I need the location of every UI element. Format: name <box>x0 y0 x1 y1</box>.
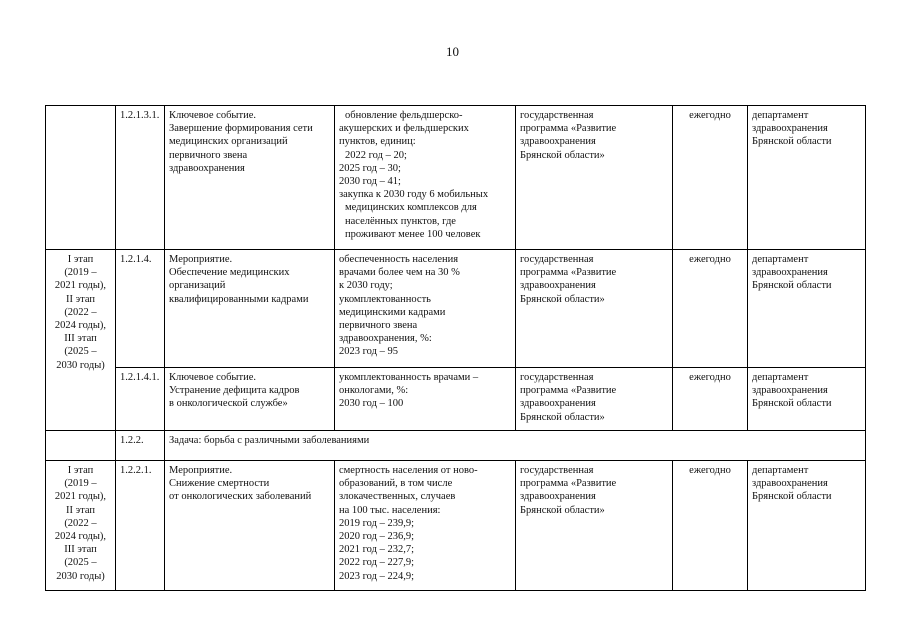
indicator-line: 2021 год – 232,7; <box>339 544 415 556</box>
stage-line: 2024 годы), <box>54 320 107 332</box>
code-cell: 1.2.1.3.1. <box>116 106 165 250</box>
executor-line: департамент <box>752 372 809 383</box>
indicator-line: здравоохранения, %: <box>339 333 432 345</box>
indicator-line: к 2030 году; <box>339 280 393 292</box>
indicator-line: смертность населения от ново- <box>339 465 478 476</box>
indicator-line: 2019 год – 239,9; <box>339 517 415 529</box>
indicator-line: образований, в том числе <box>339 478 453 490</box>
executor-line: департамент <box>752 110 809 121</box>
indicator-line: обновление фельдшерско- <box>345 110 463 121</box>
stage-cell <box>46 106 116 250</box>
table-row <box>46 368 866 431</box>
activity-line: первичного звена <box>169 149 248 161</box>
indicator-line: акушерских и фельдшерских <box>339 123 469 135</box>
executor-line: департамент <box>752 254 809 265</box>
indicator-line: укомплектованность <box>339 293 431 305</box>
table-row <box>46 106 866 250</box>
stage-line: (2022 – <box>64 517 97 529</box>
indicator-line: злокачественных, случаев <box>339 491 456 503</box>
program-line: программа «Развитие <box>520 478 617 490</box>
indicator-line: медицинских комплексов для <box>345 202 477 214</box>
indicator-line: на 100 тыс. населения: <box>339 504 441 516</box>
indicator-line: проживают менее 100 человек <box>345 228 481 240</box>
activity-line: Завершение формирования сети <box>169 123 313 135</box>
stage-line: 2030 годы) <box>56 359 105 371</box>
program-line: здравоохранения <box>520 280 596 292</box>
table-row <box>46 250 866 368</box>
activity-line: Обеспечение медицинских <box>169 267 290 279</box>
code-cell: 1.2.1.4. <box>116 250 165 368</box>
activity-line: организаций <box>169 280 226 292</box>
program-line: государственная <box>520 372 594 383</box>
program-line: государственная <box>520 465 594 476</box>
activity-line: Ключевое событие. <box>169 372 256 383</box>
executor-line: Брянской области <box>752 491 832 503</box>
indicator-cell <box>335 106 516 250</box>
indicator-line: 2030 год – 100 <box>339 398 404 410</box>
indicator-line: 2023 год – 95 <box>339 346 398 358</box>
stage-cell <box>46 461 116 591</box>
program-line: программа «Развитие <box>520 267 617 279</box>
indicator-cell <box>335 250 516 368</box>
activity-cell <box>165 461 335 591</box>
program-line: здравоохранения <box>520 136 596 148</box>
activity-cell <box>165 250 335 368</box>
table-row <box>46 461 866 591</box>
program-cell <box>516 106 673 250</box>
executor-line: департамент <box>752 465 809 476</box>
code-cell: 1.2.1.4.1. <box>116 368 165 431</box>
stage-line: 2021 годы), <box>54 491 107 503</box>
activity-line: здравоохранения <box>169 162 245 174</box>
indicator-line: обеспеченность населения <box>339 254 459 265</box>
activity-line: медицинских организаций <box>169 136 288 148</box>
program-cell <box>516 461 673 591</box>
program-line: государственная <box>520 254 594 265</box>
stage-line: (2022 – <box>64 306 97 318</box>
stage-cell <box>46 250 116 431</box>
executor-cell <box>748 250 866 368</box>
stage-line: II этап <box>66 504 95 516</box>
stage-line: III этап <box>64 333 97 345</box>
table-row <box>46 431 866 461</box>
indicator-line: 2030 год – 41; <box>339 176 401 188</box>
stage-line: (2019 – <box>64 267 97 279</box>
activity-line: Ключевое событие. <box>169 110 256 121</box>
stage-line: (2025 – <box>64 557 97 569</box>
stage-line: (2025 – <box>64 346 97 358</box>
indicator-line: онкологами, %: <box>339 385 409 397</box>
executor-line: Брянской области <box>752 280 832 292</box>
period-cell: ежегодно <box>673 368 748 431</box>
indicator-cell <box>335 368 516 431</box>
indicator-line: медицинскими кадрами <box>339 306 446 318</box>
indicator-line: 2020 год – 236,9; <box>339 531 415 543</box>
stage-cell <box>46 431 116 461</box>
indicator-line: закупка к 2030 году 6 мобильных <box>339 189 489 201</box>
executor-line: здравоохранения <box>752 267 828 279</box>
activity-line: Мероприятие. <box>169 254 233 265</box>
program-line: программа «Развитие <box>520 385 617 397</box>
indicator-line: первичного звена <box>339 320 418 332</box>
executor-line: здравоохранения <box>752 385 828 397</box>
indicator-line: пунктов, единиц: <box>339 136 416 148</box>
period-cell: ежегодно <box>673 250 748 368</box>
activity-line: в онкологической службе» <box>169 398 288 410</box>
task-title: Задача: борьба с различными заболеваниями <box>169 435 370 446</box>
program-line: Брянской области» <box>520 504 605 516</box>
executor-cell <box>748 368 866 431</box>
stage-line: (2019 – <box>64 478 97 490</box>
activity-cell <box>165 106 335 250</box>
indicator-line: 2022 год – 227,9; <box>339 557 415 569</box>
activity-line: квалифицированными кадрами <box>169 293 309 305</box>
indicator-line: населённых пунктов, где <box>345 215 456 227</box>
executor-line: Брянской области <box>752 398 832 410</box>
page-number: 10 <box>446 44 459 59</box>
code-cell: 1.2.2. <box>116 431 165 461</box>
indicator-line: 2023 год – 224,9; <box>339 570 415 582</box>
activity-line: от онкологических заболеваний <box>169 491 312 503</box>
executor-line: Брянской области <box>752 136 832 148</box>
indicator-line: 2025 год – 30; <box>339 162 401 174</box>
task-cell <box>165 431 866 461</box>
executor-line: здравоохранения <box>752 123 828 135</box>
executor-line: здравоохранения <box>752 478 828 490</box>
stage-line: I этап <box>67 465 94 476</box>
program-line: Брянской области» <box>520 293 605 305</box>
indicator-line: укомплектованность врачами – <box>339 372 479 383</box>
period-cell: ежегодно <box>673 461 748 591</box>
indicator-line: 2022 год – 20; <box>345 149 407 161</box>
activity-line: Устранение дефицита кадров <box>169 385 300 397</box>
stage-line: 2030 годы) <box>56 570 105 582</box>
stage-line: II этап <box>66 293 95 305</box>
code-cell: 1.2.2.1. <box>116 461 165 591</box>
program-line: здравоохранения <box>520 398 596 410</box>
executor-cell <box>748 106 866 250</box>
executor-cell <box>748 461 866 591</box>
indicator-cell <box>335 461 516 591</box>
stage-line: III этап <box>64 544 97 556</box>
period-cell: ежегодно <box>673 106 748 250</box>
program-line: Брянской области» <box>520 149 605 161</box>
program-line: здравоохранения <box>520 491 596 503</box>
program-line: Брянской области» <box>520 411 605 423</box>
program-line: государственная <box>520 110 594 121</box>
activity-line: Мероприятие. <box>169 465 233 476</box>
stage-line: I этап <box>67 254 94 265</box>
stage-line: 2021 годы), <box>54 280 107 292</box>
activity-cell <box>165 368 335 431</box>
program-cell <box>516 250 673 368</box>
activity-line: Снижение смертности <box>169 478 270 490</box>
program-line: программа «Развитие <box>520 123 617 135</box>
stage-line: 2024 годы), <box>54 531 107 543</box>
program-cell <box>516 368 673 431</box>
indicator-line: врачами более чем на 30 % <box>339 267 460 279</box>
activity-table <box>45 105 866 591</box>
